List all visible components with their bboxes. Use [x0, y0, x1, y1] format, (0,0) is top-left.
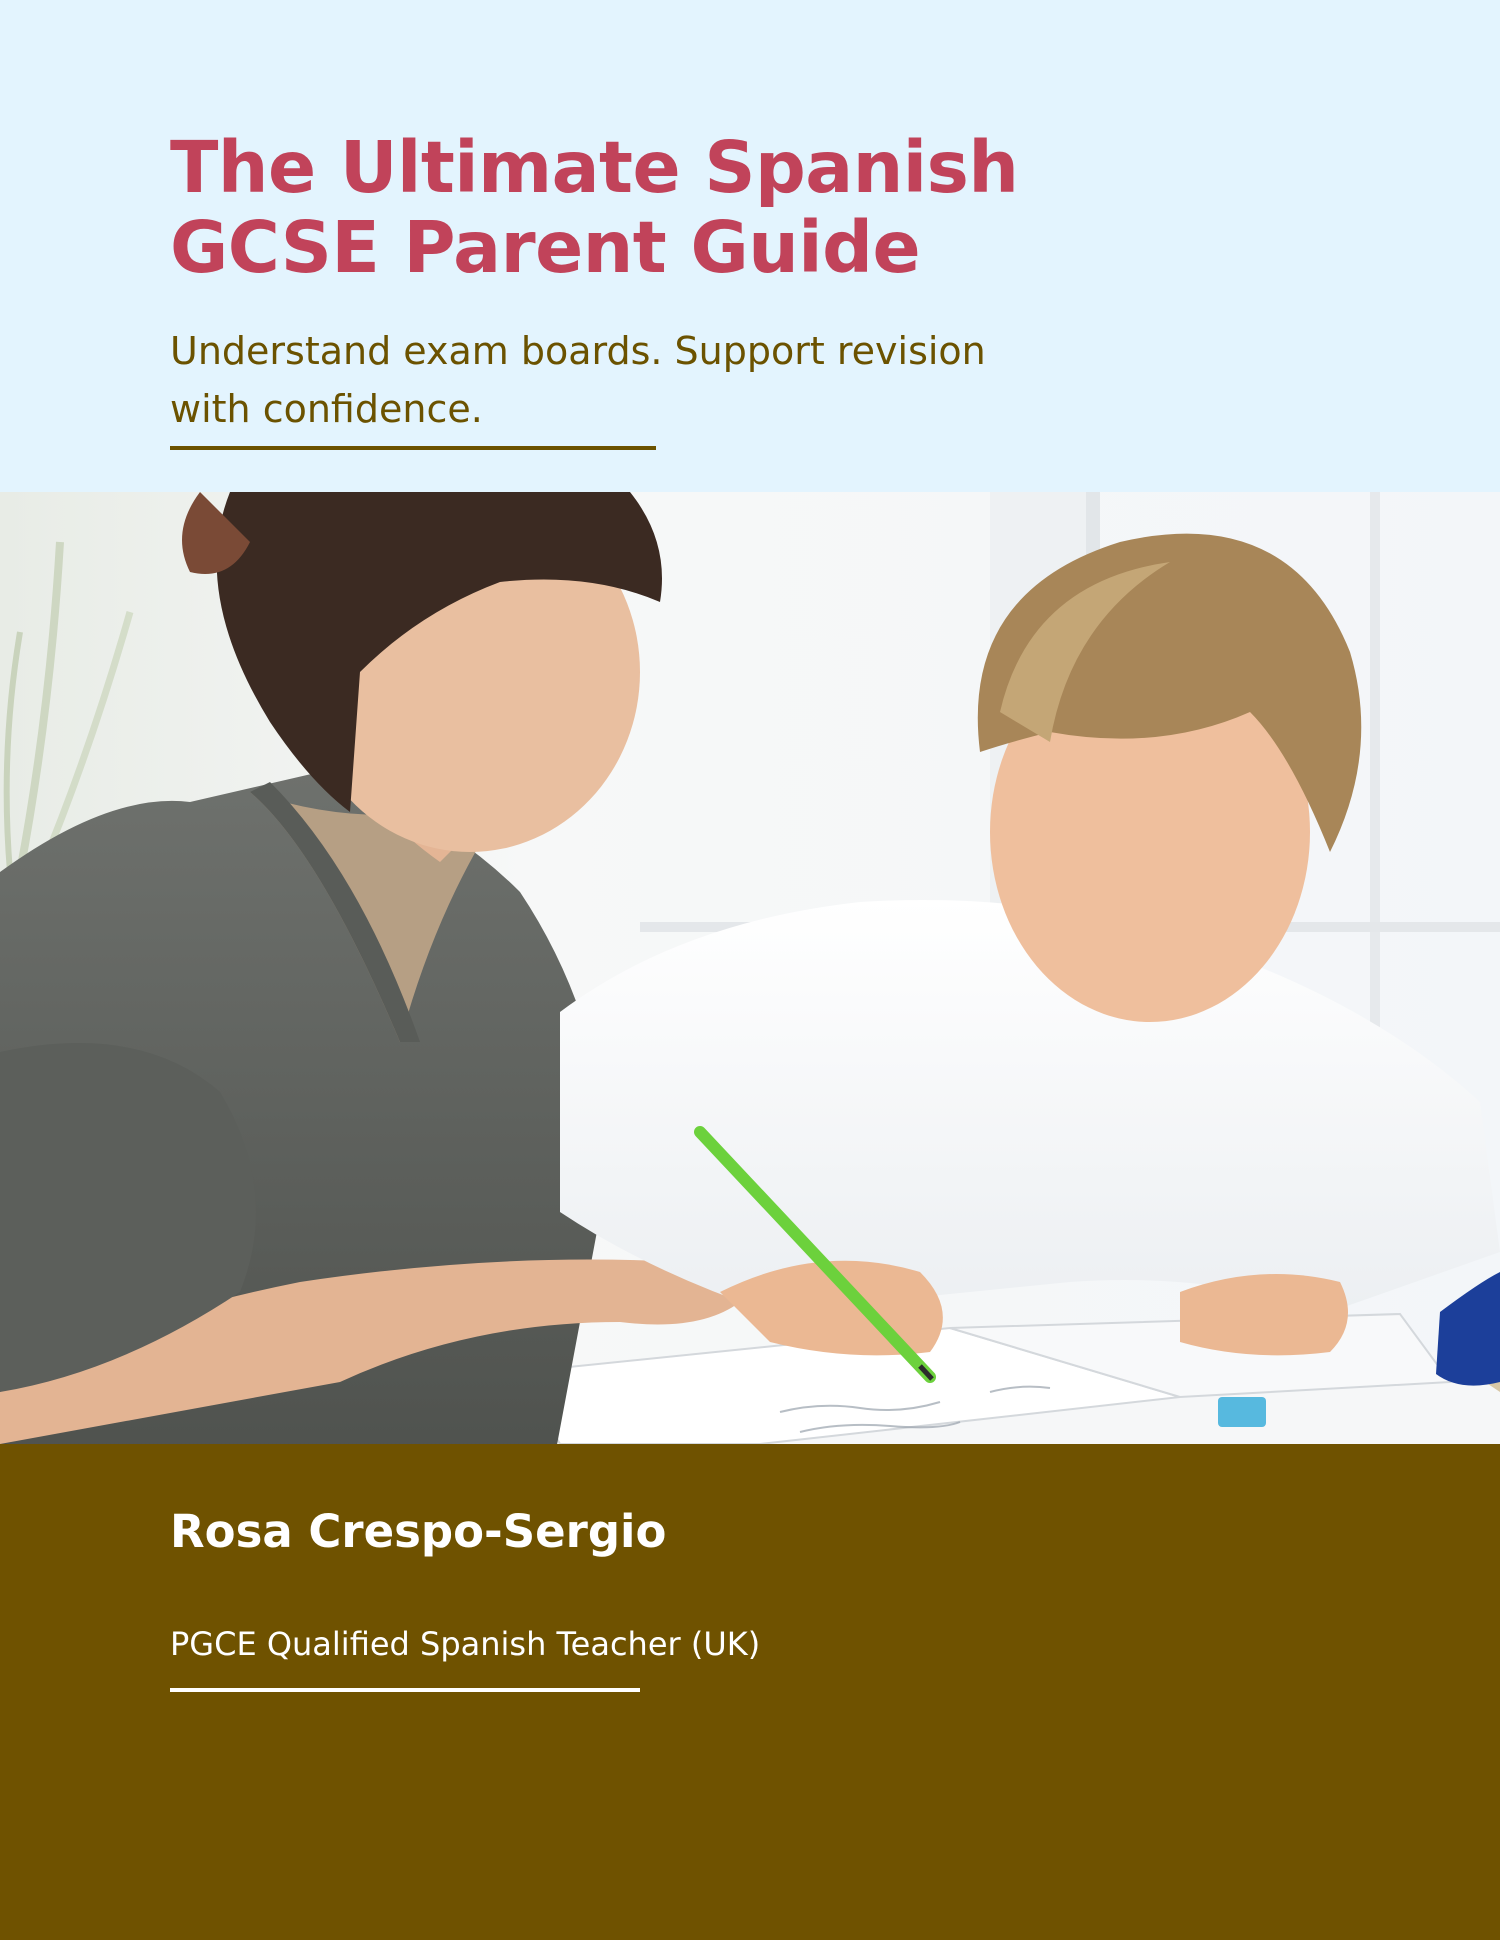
cover-title-line-1: The Ultimate Spanish	[170, 126, 1019, 209]
cover-header	[0, 0, 1500, 492]
cover-title-line-2: GCSE Parent Guide	[170, 206, 921, 289]
author-name: Rosa Crespo-Sergio	[170, 1505, 667, 1558]
author-section	[0, 1444, 1500, 1940]
author-divider	[170, 1688, 640, 1692]
cover-title	[170, 128, 1170, 288]
photo-parent-helping-child-icon	[0, 492, 1500, 1444]
cover-subtitle-line-2: with confidence.	[170, 387, 483, 431]
cover-photo	[0, 492, 1500, 1444]
subtitle-divider	[170, 446, 656, 450]
author-credentials: PGCE Qualified Spanish Teacher (UK)	[170, 1625, 761, 1663]
cover-subtitle	[170, 322, 1050, 438]
cover-subtitle-line-1: Understand exam boards. Support revision	[170, 329, 986, 373]
